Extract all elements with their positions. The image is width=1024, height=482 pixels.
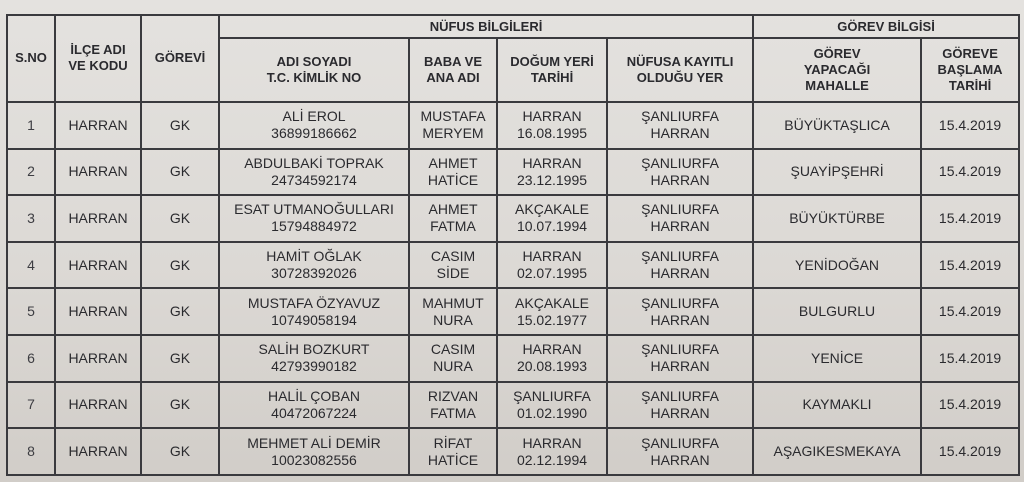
table-body — [7, 102, 1019, 475]
table-row — [7, 382, 1019, 429]
cell-baba-ana-line2: FATMA — [430, 218, 476, 235]
header-mahalle-line2: YAPACAĞI — [803, 62, 871, 78]
cell-ad-tc-line2: 40472067224 — [271, 404, 357, 421]
cell-ilce: HARRAN — [55, 382, 141, 429]
cell-dogum-line1: ŞANLIURFA — [513, 387, 591, 404]
header-baslama — [921, 38, 1019, 102]
header-nufusa-line2: OLDUĞU YER — [636, 70, 724, 86]
cell-dogum-line2: 20.08.1993 — [516, 358, 588, 375]
cell-gorevi: GK — [141, 382, 219, 429]
cell-gorevi: GK — [141, 428, 219, 475]
cell-sno: 6 — [7, 335, 55, 382]
cell-gorevi: GK — [141, 195, 219, 242]
cell-ad-tc — [219, 149, 409, 196]
cell-baba-ana-line2: NURA — [433, 358, 473, 375]
cell-baba-ana — [409, 195, 497, 242]
table-row — [7, 288, 1019, 335]
cell-dogum — [497, 288, 607, 335]
cell-dogum-line1: HARRAN — [522, 248, 582, 265]
cell-ad-tc — [219, 382, 409, 429]
cell-sno: 3 — [7, 195, 55, 242]
group-gorev-bilgisi: GÖREV BİLGİSİ — [753, 15, 1019, 38]
cell-dogum-line1: AKÇAKALE — [515, 294, 589, 311]
cell-dogum — [497, 195, 607, 242]
cell-baba-ana-line1: MUSTAFA — [420, 108, 486, 125]
cell-nufusa-kayitli-line2: HARRAN — [650, 404, 710, 421]
cell-sno: 5 — [7, 288, 55, 335]
cell-mahalle: BÜYÜKTÜRBE — [753, 195, 921, 242]
header-baslama-line2: BAŞLAMA — [937, 62, 1003, 78]
cell-nufusa-kayitli-line1: ŞANLIURFA — [641, 341, 719, 358]
header-baba-line2: ANA ADI — [426, 70, 480, 86]
cell-sno: 1 — [7, 102, 55, 149]
header-baba-ana — [409, 38, 497, 102]
cell-dogum-line2: 02.07.1995 — [516, 265, 588, 282]
header-adi-soyadi — [219, 38, 409, 102]
cell-dogum — [497, 102, 607, 149]
cell-nufusa-kayitli-line2: HARRAN — [650, 358, 710, 375]
cell-ad-tc — [219, 428, 409, 475]
cell-nufusa-kayitli-line1: ŞANLIURFA — [641, 434, 719, 451]
cell-ad-tc — [219, 335, 409, 382]
cell-baba-ana-line2: HATİCE — [427, 451, 479, 468]
cell-sno: 7 — [7, 382, 55, 429]
cell-dogum-line2: 10.07.1994 — [516, 218, 588, 235]
cell-baslama: 15.4.2019 — [921, 195, 1019, 242]
cell-baba-ana-line2: SİDE — [436, 265, 470, 282]
cell-nufusa-kayitli-line1: ŞANLIURFA — [641, 108, 719, 125]
header-adi-line2: T.C. KİMLİK NO — [266, 70, 362, 86]
cell-ad-tc-line1: SALİH BOZKURT — [258, 341, 370, 358]
cell-dogum — [497, 242, 607, 289]
header-baba-line1: BABA VE — [423, 54, 483, 70]
cell-baba-ana — [409, 149, 497, 196]
cell-ad-tc-line2: 24734592174 — [271, 171, 357, 188]
cell-mahalle: BÜYÜKTAŞLICA — [753, 102, 921, 149]
cell-baba-ana — [409, 428, 497, 475]
cell-dogum — [497, 428, 607, 475]
table-row — [7, 102, 1019, 149]
cell-nufusa-kayitli-line1: ŞANLIURFA — [641, 248, 719, 265]
cell-dogum-line2: 02.12.1994 — [516, 451, 588, 468]
cell-ad-tc-line2: 10749058194 — [271, 311, 357, 328]
cell-ad-tc-line1: MUSTAFA ÖZYAVUZ — [247, 294, 381, 311]
cell-nufusa-kayitli-line1: ŞANLIURFA — [641, 294, 719, 311]
cell-sno: 8 — [7, 428, 55, 475]
cell-baba-ana — [409, 335, 497, 382]
cell-ad-tc-line2: 15794884972 — [271, 218, 357, 235]
cell-baba-ana-line2: FATMA — [430, 404, 476, 421]
cell-sno: 4 — [7, 242, 55, 289]
cell-ad-tc-line2: 30728392026 — [271, 265, 357, 282]
cell-nufusa-kayitli-line2: HARRAN — [650, 218, 710, 235]
cell-baba-ana-line1: AHMET — [428, 201, 478, 218]
header-sno: S.NO — [7, 15, 55, 102]
cell-mahalle: BULGURLU — [753, 288, 921, 335]
cell-baba-ana — [409, 288, 497, 335]
table-row — [7, 428, 1019, 475]
cell-dogum-line2: 01.02.1990 — [516, 404, 588, 421]
cell-ilce: HARRAN — [55, 149, 141, 196]
cell-nufusa-kayitli-line2: HARRAN — [650, 171, 710, 188]
cell-ilce: HARRAN — [55, 242, 141, 289]
cell-ad-tc — [219, 102, 409, 149]
cell-nufusa-kayitli-line1: ŞANLIURFA — [641, 154, 719, 171]
cell-baba-ana-line1: CASIM — [430, 341, 476, 358]
cell-nufusa-kayitli — [607, 335, 753, 382]
header-gorevi: GÖREVİ — [141, 15, 219, 102]
cell-baslama: 15.4.2019 — [921, 102, 1019, 149]
cell-baba-ana-line1: CASIM — [430, 248, 476, 265]
cell-nufusa-kayitli — [607, 242, 753, 289]
cell-nufusa-kayitli-line2: HARRAN — [650, 265, 710, 282]
cell-nufusa-kayitli — [607, 288, 753, 335]
header-mahalle-line1: GÖREV — [813, 46, 861, 62]
cell-nufusa-kayitli-line1: ŞANLIURFA — [641, 201, 719, 218]
header-adi-line1: ADI SOYADI — [276, 54, 352, 70]
header-ilce-line2: VE KODU — [68, 58, 128, 74]
cell-nufusa-kayitli-line2: HARRAN — [650, 311, 710, 328]
cell-dogum-line2: 16.08.1995 — [516, 125, 588, 142]
cell-ad-tc-line1: MEHMET ALİ DEMİR — [247, 434, 381, 451]
cell-ad-tc-line1: HAMİT OĞLAK — [266, 248, 362, 265]
cell-baslama: 15.4.2019 — [921, 149, 1019, 196]
cell-baba-ana-line1: MAHMUT — [422, 294, 484, 311]
cell-baslama: 15.4.2019 — [921, 242, 1019, 289]
cell-ad-tc-line1: ESAT UTMANOĞULLARI — [234, 201, 394, 218]
cell-baba-ana-line2: HATİCE — [427, 171, 479, 188]
cell-gorevi: GK — [141, 102, 219, 149]
cell-dogum-line1: HARRAN — [522, 108, 582, 125]
cell-ad-tc-line2: 42793990182 — [271, 358, 357, 375]
table-row — [7, 335, 1019, 382]
group-nufus-bilgileri: NÜFUS BİLGİLERİ — [219, 15, 753, 38]
cell-gorevi: GK — [141, 149, 219, 196]
cell-dogum-line1: HARRAN — [522, 154, 582, 171]
cell-gorevi: GK — [141, 288, 219, 335]
cell-ad-tc-line1: ABDULBAKİ TOPRAK — [244, 154, 384, 171]
cell-nufusa-kayitli — [607, 382, 753, 429]
cell-sno: 2 — [7, 149, 55, 196]
header-mahalle — [753, 38, 921, 102]
table-row — [7, 195, 1019, 242]
header-baslama-line1: GÖREVE — [942, 46, 998, 62]
header-nufusa-line1: NÜFUSA KAYITLI — [626, 54, 734, 70]
header-ilce — [55, 15, 141, 102]
personnel-table — [6, 14, 1020, 476]
cell-mahalle: YENİDOĞAN — [753, 242, 921, 289]
header-baslama-line3: TARİHİ — [948, 78, 992, 94]
cell-ilce: HARRAN — [55, 428, 141, 475]
cell-ilce: HARRAN — [55, 288, 141, 335]
cell-dogum-line1: HARRAN — [522, 434, 582, 451]
cell-ad-tc — [219, 195, 409, 242]
cell-baba-ana — [409, 102, 497, 149]
cell-baba-ana-line1: RIZVAN — [427, 387, 479, 404]
cell-ad-tc — [219, 288, 409, 335]
cell-nufusa-kayitli-line2: HARRAN — [650, 451, 710, 468]
header-nufusa-kayitli — [607, 38, 753, 102]
group-header-row — [7, 15, 1019, 38]
cell-dogum-line2: 23.12.1995 — [516, 171, 588, 188]
cell-dogum — [497, 335, 607, 382]
cell-nufusa-kayitli — [607, 102, 753, 149]
cell-ilce: HARRAN — [55, 102, 141, 149]
cell-baslama: 15.4.2019 — [921, 428, 1019, 475]
cell-dogum-line2: 15.02.1977 — [516, 311, 588, 328]
cell-baba-ana-line2: MERYEM — [422, 125, 484, 142]
cell-baba-ana — [409, 382, 497, 429]
cell-baba-ana-line2: NURA — [433, 311, 473, 328]
cell-ad-tc-line1: HALİL ÇOBAN — [267, 387, 361, 404]
cell-mahalle: YENİCE — [753, 335, 921, 382]
cell-ad-tc-line2: 10023082556 — [271, 451, 357, 468]
cell-gorevi: GK — [141, 335, 219, 382]
cell-ad-tc-line2: 36899186662 — [271, 125, 357, 142]
cell-dogum-line1: HARRAN — [522, 341, 582, 358]
cell-mahalle: AŞAGIKESMEKAYA — [753, 428, 921, 475]
cell-baslama: 15.4.2019 — [921, 288, 1019, 335]
cell-nufusa-kayitli-line1: ŞANLIURFA — [641, 387, 719, 404]
table-row — [7, 149, 1019, 196]
header-mahalle-line3: MAHALLE — [805, 78, 869, 94]
header-ilce-line1: İLÇE ADI — [70, 42, 126, 58]
header-dogum-line1: DOĞUM YERİ — [510, 54, 594, 70]
cell-baba-ana-line1: AHMET — [428, 154, 478, 171]
cell-mahalle: KAYMAKLI — [753, 382, 921, 429]
cell-ad-tc-line1: ALİ EROL — [282, 108, 346, 125]
cell-nufusa-kayitli-line2: HARRAN — [650, 125, 710, 142]
cell-ad-tc — [219, 242, 409, 289]
cell-baslama: 15.4.2019 — [921, 382, 1019, 429]
cell-dogum — [497, 149, 607, 196]
cell-mahalle: ŞUAYİPŞEHRİ — [753, 149, 921, 196]
cell-ilce: HARRAN — [55, 335, 141, 382]
cell-baba-ana-line1: RİFAT — [433, 434, 473, 451]
cell-baslama: 15.4.2019 — [921, 335, 1019, 382]
cell-nufusa-kayitli — [607, 195, 753, 242]
table-row — [7, 242, 1019, 289]
cell-baba-ana — [409, 242, 497, 289]
header-dogum-line2: TARİHİ — [530, 70, 574, 86]
cell-dogum-line1: AKÇAKALE — [515, 201, 589, 218]
cell-dogum — [497, 382, 607, 429]
cell-gorevi: GK — [141, 242, 219, 289]
cell-ilce: HARRAN — [55, 195, 141, 242]
cell-nufusa-kayitli — [607, 149, 753, 196]
cell-nufusa-kayitli — [607, 428, 753, 475]
header-dogum — [497, 38, 607, 102]
